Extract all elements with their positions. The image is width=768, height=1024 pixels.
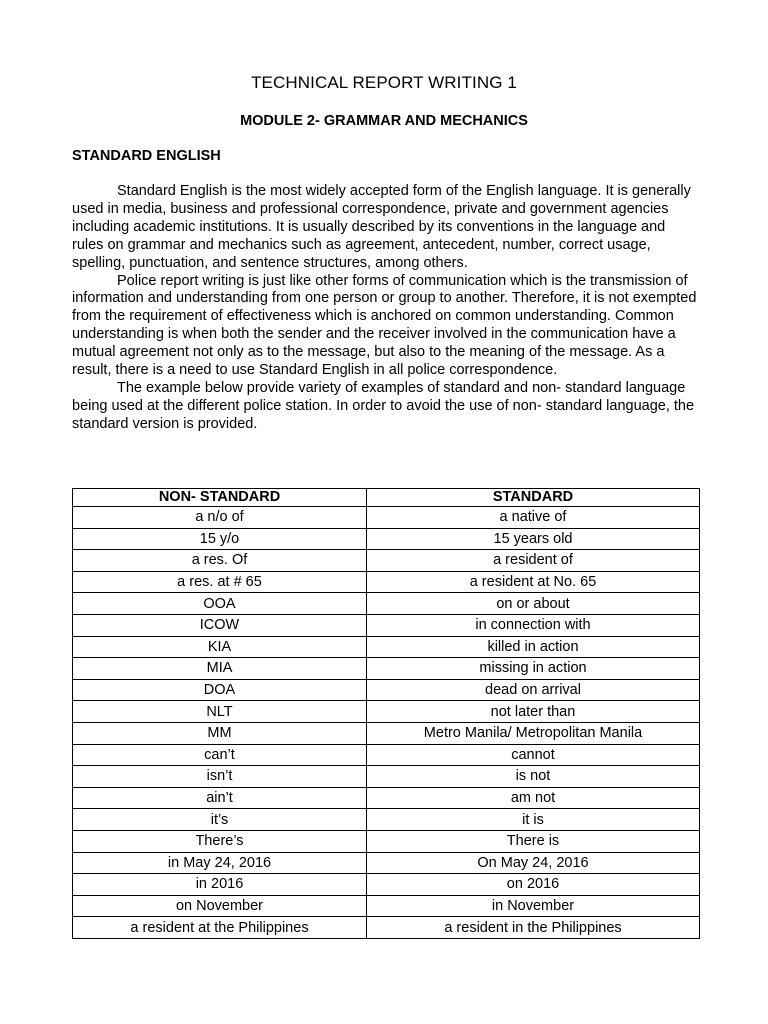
section-heading: STANDARD ENGLISH	[72, 148, 221, 164]
body-text	[72, 183, 700, 434]
table-row	[73, 614, 700, 636]
non-standard-cell: a resident at the Philippines	[73, 917, 367, 939]
standard-cell: in connection with	[367, 614, 700, 636]
standard-comparison-table	[72, 488, 700, 939]
table-row	[73, 528, 700, 550]
table-body	[73, 507, 700, 939]
table-row	[73, 917, 700, 939]
standard-cell: a resident at No. 65	[367, 571, 700, 593]
non-standard-cell: on November	[73, 895, 367, 917]
table-row	[73, 722, 700, 744]
table-row	[73, 636, 700, 658]
non-standard-cell: isn’t	[73, 766, 367, 788]
table-row	[73, 550, 700, 572]
document-title: TECHNICAL REPORT WRITING 1	[251, 73, 517, 92]
standard-cell: am not	[367, 787, 700, 809]
non-standard-cell: a res. Of	[73, 550, 367, 572]
table-row	[73, 787, 700, 809]
standard-cell: There is	[367, 830, 700, 852]
table-row	[73, 744, 700, 766]
table-row	[73, 507, 700, 529]
standard-cell: in November	[367, 895, 700, 917]
standard-cell: Metro Manila/ Metropolitan Manila	[367, 722, 700, 744]
non-standard-cell: in 2016	[73, 874, 367, 896]
table-row	[73, 830, 700, 852]
non-standard-cell: DOA	[73, 679, 367, 701]
standard-cell: 15 years old	[367, 528, 700, 550]
non-standard-cell: a res. at # 65	[73, 571, 367, 593]
standard-cell: cannot	[367, 744, 700, 766]
paragraph: The example below provide variety of examples of standard and non- standard language being used at the different police station. In order to avoid the use of non- standard language, the standard version is provided.	[72, 379, 695, 432]
standard-cell: on 2016	[367, 874, 700, 896]
standard-cell: killed in action	[367, 636, 700, 658]
non-standard-cell: in May 24, 2016	[73, 852, 367, 874]
non-standard-cell: a n/o of	[73, 507, 367, 529]
non-standard-cell: 15 y/o	[73, 528, 367, 550]
standard-cell: not later than	[367, 701, 700, 723]
standard-cell: a resident of	[367, 550, 700, 572]
table-header-row	[73, 489, 700, 507]
table-row	[73, 593, 700, 615]
table-row	[73, 852, 700, 874]
header-non-standard: NON- STANDARD	[73, 489, 367, 507]
standard-cell: is not	[367, 766, 700, 788]
non-standard-cell: it’s	[73, 809, 367, 831]
table-row	[73, 809, 700, 831]
standard-cell: On May 24, 2016	[367, 852, 700, 874]
non-standard-cell: OOA	[73, 593, 367, 615]
paragraph: Police report writing is just like other forms of communication which is the transmission of information and understanding from one person or group to another. Therefore, it is not exempted from the requirement of effectiveness which is anchored on common understanding. Common understanding is when both the sender and the receiver involved in the communication have a mutual agreement not only as to the message, but also to the meaning of the message. As a result, there is a need to use Standard English in all police correspondence.	[72, 272, 697, 379]
non-standard-cell: MIA	[73, 658, 367, 680]
standard-cell: missing in action	[367, 658, 700, 680]
standard-cell: it is	[367, 809, 700, 831]
table-row	[73, 766, 700, 788]
standard-cell: dead on arrival	[367, 679, 700, 701]
table-row	[73, 701, 700, 723]
non-standard-cell: KIA	[73, 636, 367, 658]
table-row	[73, 679, 700, 701]
non-standard-cell: NLT	[73, 701, 367, 723]
non-standard-cell: can’t	[73, 744, 367, 766]
non-standard-cell: There’s	[73, 830, 367, 852]
standard-cell: on or about	[367, 593, 700, 615]
header-standard: STANDARD	[367, 489, 700, 507]
standard-cell: a resident in the Philippines	[367, 917, 700, 939]
non-standard-cell: ain’t	[73, 787, 367, 809]
standard-cell: a native of	[367, 507, 700, 529]
table-row	[73, 895, 700, 917]
table-row	[73, 874, 700, 896]
non-standard-cell: ICOW	[73, 614, 367, 636]
module-subtitle: MODULE 2- GRAMMAR AND MECHANICS	[240, 113, 528, 129]
paragraph: Standard English is the most widely accepted form of the English language. It is generally used in media, business and professional correspondence, private and government agencies including academic institutions. It is usually described by its conventions in the language and rules on grammar and mechanics such as agreement, antecedent, number, correct usage, spelling, punctuation, and sentence structures, among others.	[72, 183, 691, 271]
non-standard-cell: MM	[73, 722, 367, 744]
table-row	[73, 571, 700, 593]
table-row	[73, 658, 700, 680]
